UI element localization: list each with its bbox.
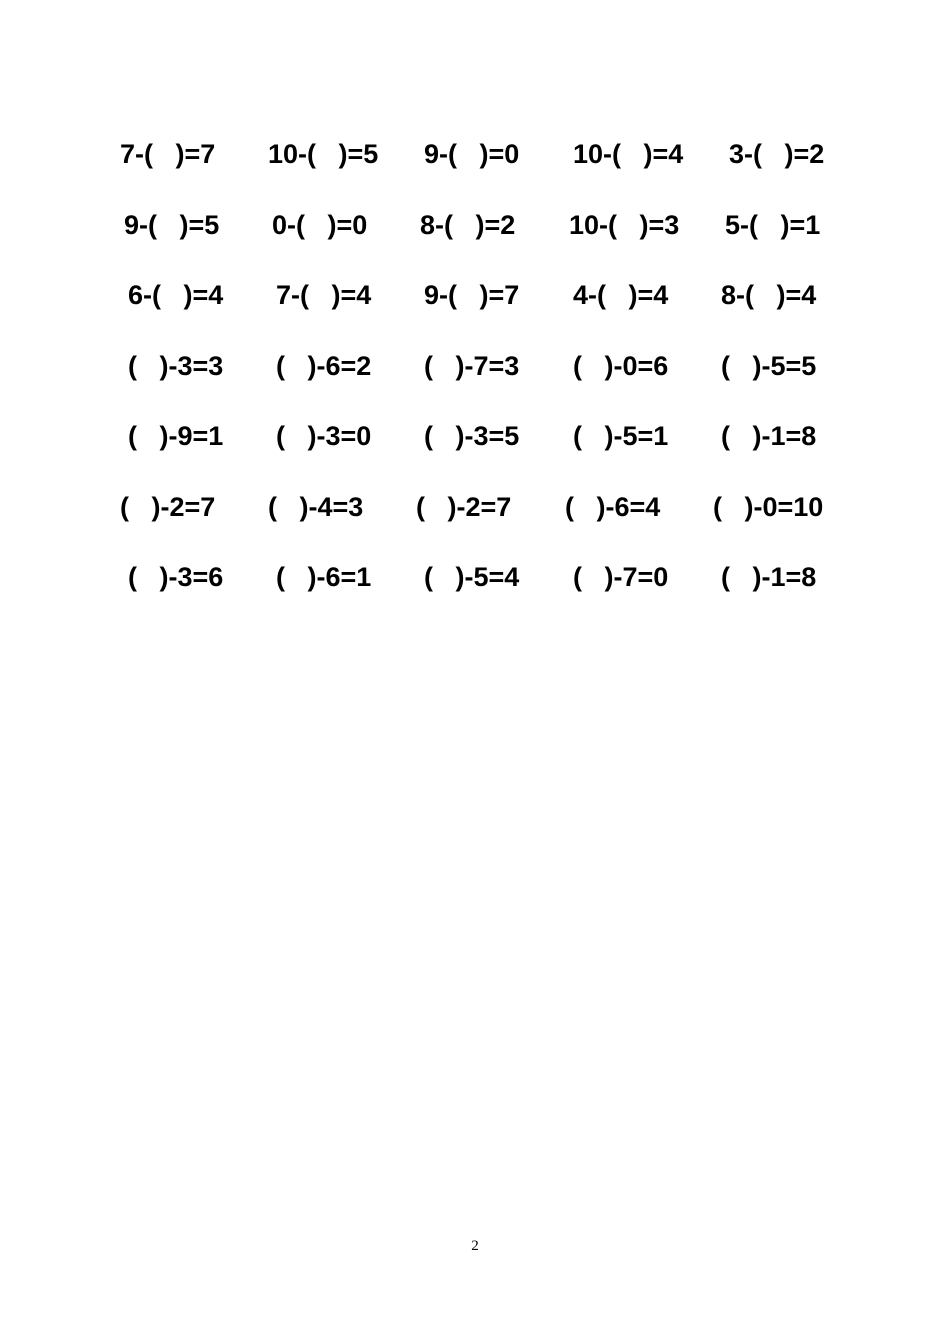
problem: 4-( )=4: [573, 280, 669, 310]
problem: ( )-2=7: [416, 491, 512, 522]
problem: ( )-3=5: [424, 421, 520, 451]
problem-row-5: [0, 416, 950, 487]
problem: 7-( )=4: [276, 280, 372, 310]
problem: 10-( )=5: [268, 139, 379, 169]
problem: ( )-6=4: [565, 491, 661, 522]
problem: 5-( )=1: [725, 209, 821, 240]
problem: ( )-6=1: [276, 562, 372, 592]
problem-row-3: [0, 275, 950, 346]
problem: 9-( )=5: [124, 209, 220, 240]
problem: ( )-7=0: [573, 562, 669, 592]
page-number: 2: [471, 1238, 479, 1254]
problem: 3-( )=2: [729, 139, 825, 169]
problem: ( )-2=7: [120, 491, 216, 522]
problem: 6-( )=4: [128, 280, 224, 310]
problem: 9-( )=7: [424, 280, 520, 310]
problem: ( )-1=8: [721, 421, 817, 451]
problem: 10-( )=4: [573, 139, 684, 169]
problem: 0-( )=0: [272, 209, 368, 240]
problem: ( )-1=8: [721, 562, 817, 592]
problem-row-1: [0, 134, 950, 205]
problem: 10-( )=3: [569, 209, 680, 240]
problem: 8-( )=2: [420, 209, 516, 240]
problem: ( )-3=6: [128, 562, 224, 592]
subtraction-worksheet: [0, 134, 950, 628]
problem-row-4: [0, 346, 950, 417]
problem: ( )-7=3: [424, 350, 520, 381]
problem: ( )-5=1: [573, 421, 669, 451]
problem: ( )-4=3: [268, 491, 364, 522]
problem: ( )-9=1: [128, 421, 224, 451]
problem: ( )-0=10: [713, 491, 824, 522]
problem: ( )-0=6: [573, 350, 669, 381]
problem-row-7: [0, 557, 950, 628]
problem: 7-( )=7: [120, 139, 216, 169]
problem-row-2: [0, 205, 950, 276]
problem: ( )-5=4: [424, 562, 520, 592]
problem: ( )-6=2: [276, 350, 372, 381]
problem: 8-( )=4: [721, 280, 817, 310]
problem: ( )-3=0: [276, 421, 372, 451]
problem: 9-( )=0: [424, 139, 520, 169]
problem: ( )-3=3: [128, 350, 224, 381]
problem-row-6: [0, 487, 950, 558]
problem: ( )-5=5: [721, 350, 817, 381]
